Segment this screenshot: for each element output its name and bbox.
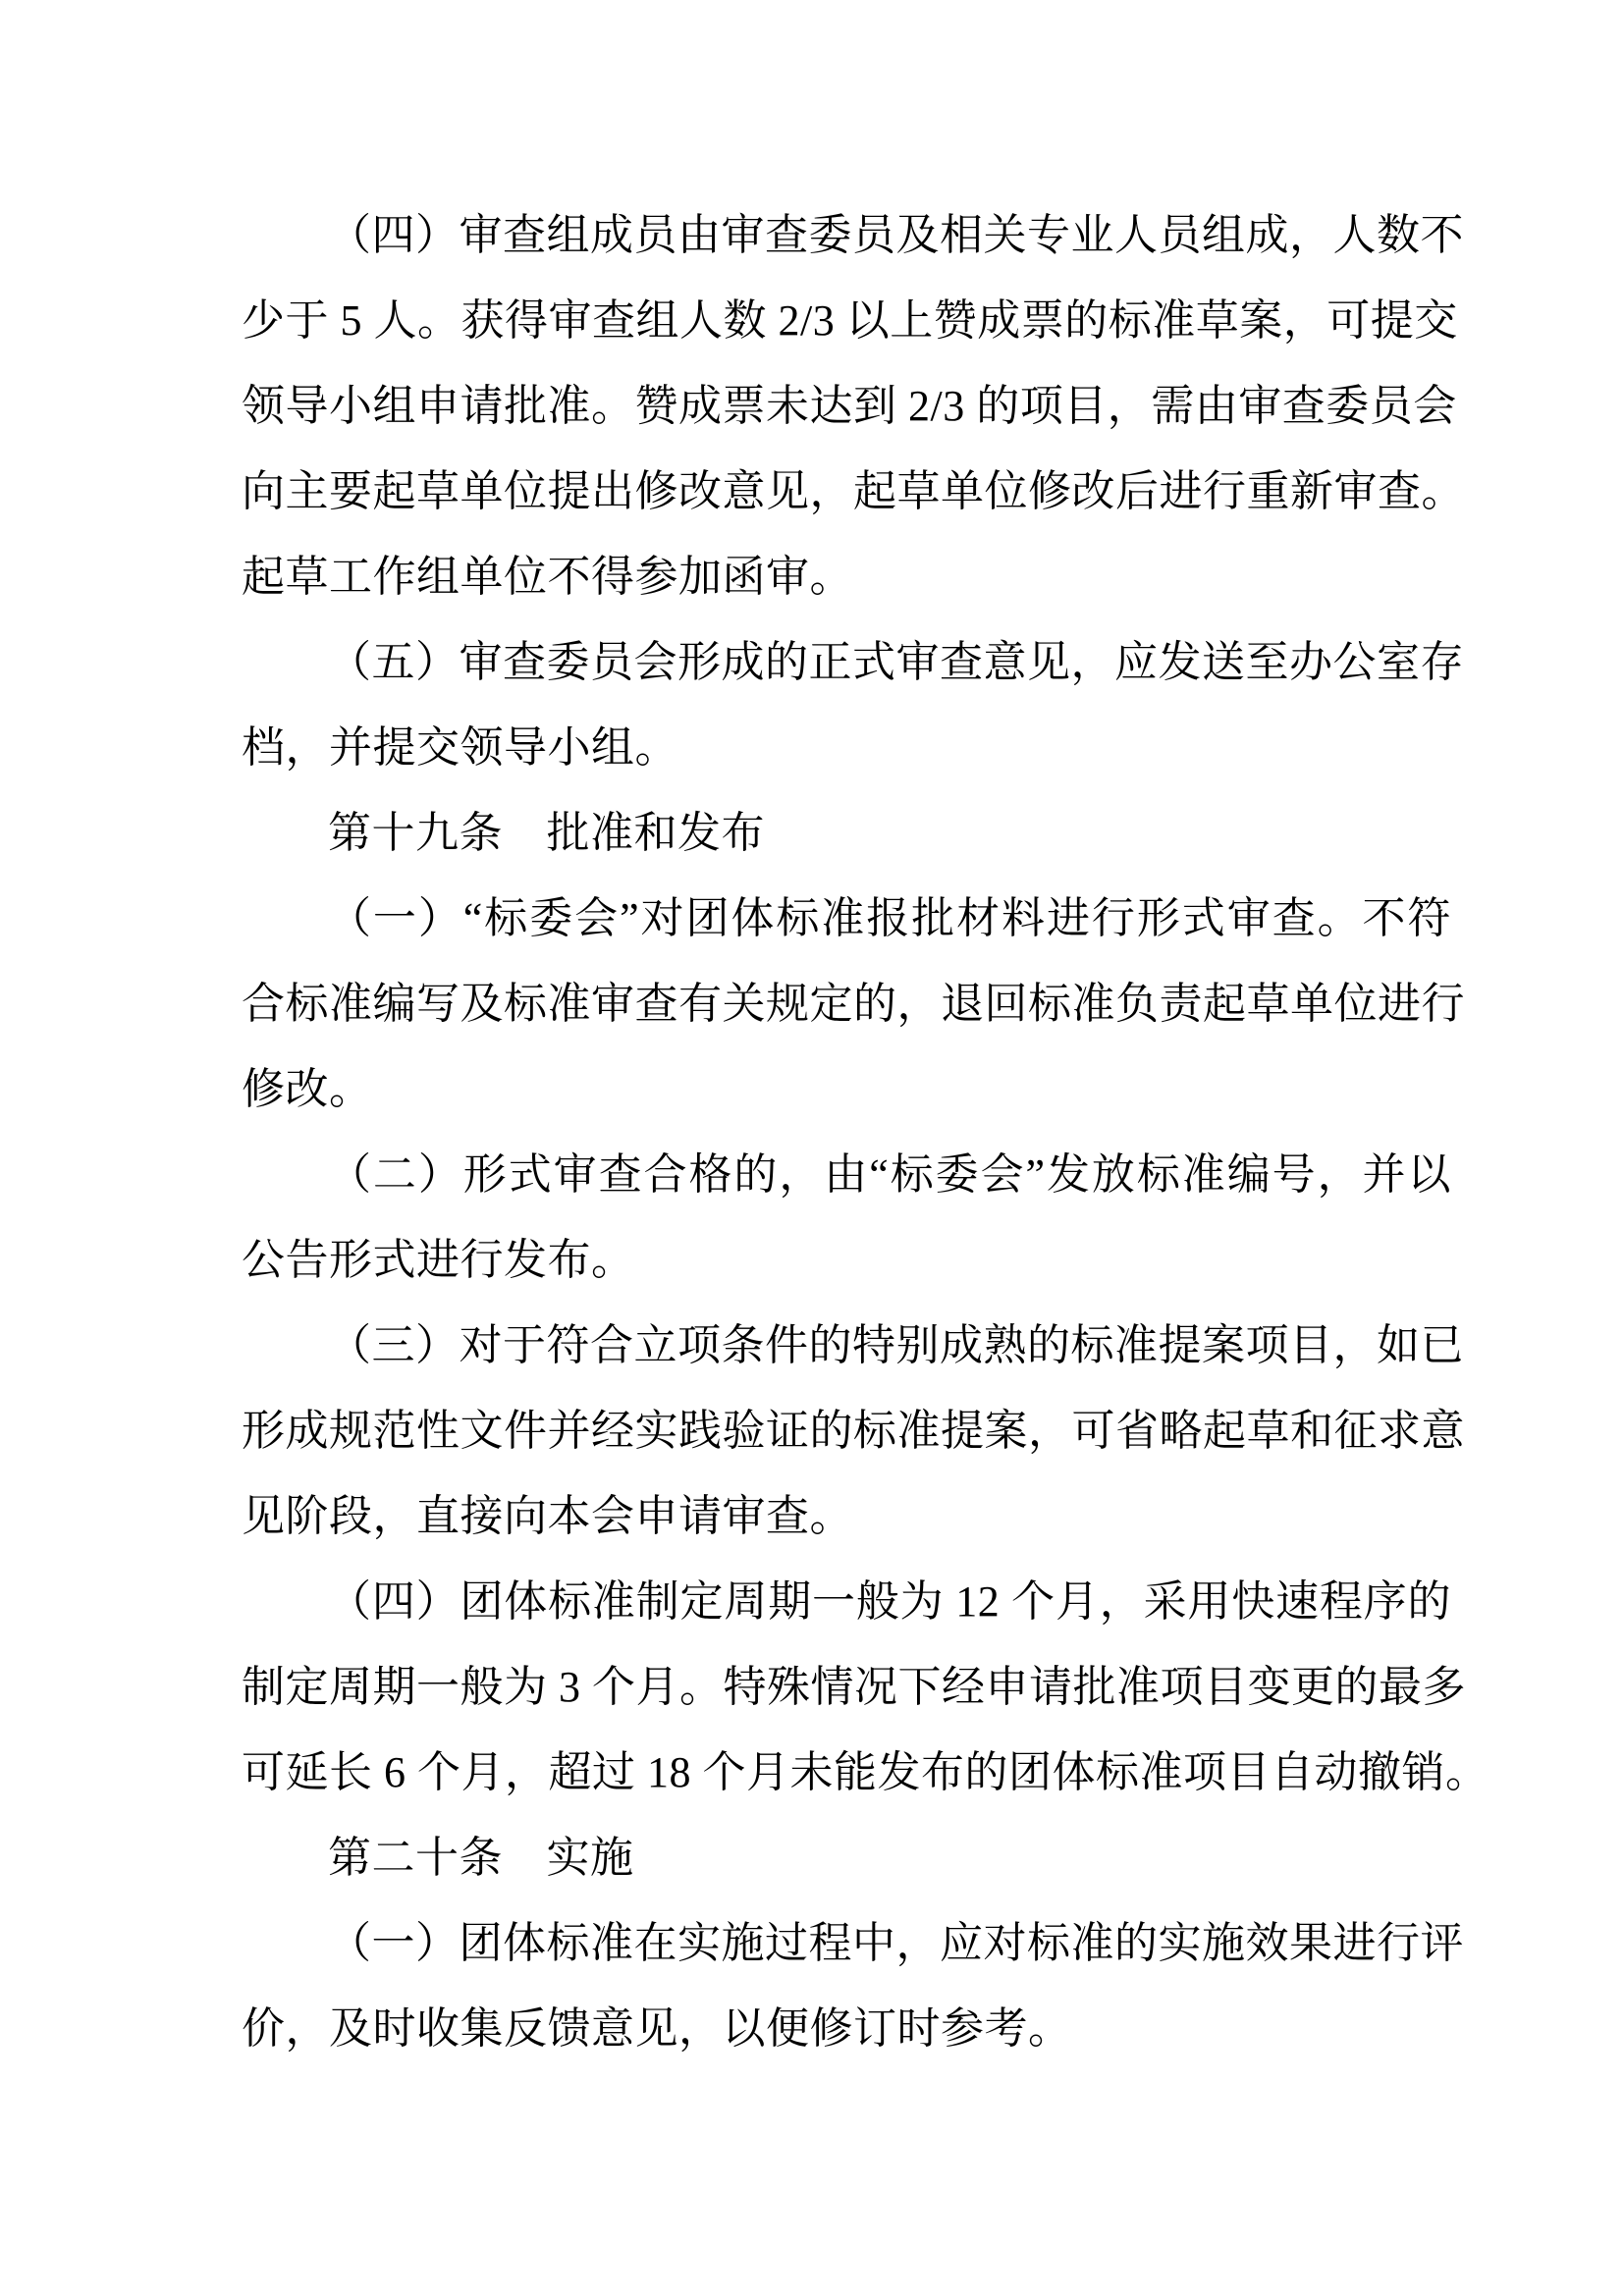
paragraph [242, 1559, 1489, 1815]
text-line: 领导小组申请批准。赞成票未达到 2/3 的项目，需由审查委员会 [242, 382, 1457, 430]
text-line: 见阶段，直接向本会申请审查。 [242, 1492, 853, 1540]
paragraph [242, 192, 1465, 619]
text-line: 制定周期一般为 3 个月。特殊情况下经申请批准项目变更的最多 [242, 1663, 1466, 1711]
text-line: （五）审查委员会形成的正式审查意见，应发送至办公室存 [328, 638, 1464, 686]
text-line: 价，及时收集反馈意见，以便修订时参考。 [242, 2004, 1072, 2053]
text-line: 形成规范性文件并经实践验证的标准提案，可省略起草和征求意 [242, 1407, 1465, 1455]
paragraph [242, 619, 1464, 790]
text-line: （四）审查组成员由审查委员及相关专业人员组成，人数不 [328, 211, 1464, 259]
text-line: 少于 5 人。获得审查组人数 2/3 以上赞成票的标准草案，可提交 [242, 296, 1458, 345]
text-line: 修改。 [242, 1065, 373, 1113]
text-line: （四）团体标准制定周期一般为 12 个月，采用快速程序的 [328, 1577, 1451, 1626]
text-line: （二）形式审查合格的，由“标委会”发放标准编号，并以 [328, 1150, 1451, 1199]
text-line: 可延长 6 个月，超过 18 个月未能发布的团体标准项目自动撤销。 [242, 1748, 1489, 1796]
section-heading-block [242, 1815, 1451, 1900]
text-line: 起草工作组单位不得参加函审。 [242, 553, 853, 601]
section-heading: 第十九条 批准和发布 [328, 809, 765, 857]
section-heading-block [242, 790, 1451, 876]
text-line: （一）“标委会”对团体标准报批材料进行形式审查。不符 [328, 894, 1451, 942]
text-line: （三）对于符合立项条件的特别成熟的标准提案项目，如已 [328, 1321, 1464, 1369]
text-line: 公告形式进行发布。 [242, 1236, 635, 1284]
paragraph [242, 1132, 1451, 1303]
paragraph [242, 876, 1465, 1132]
text-line: 合标准编写及标准审查有关规定的，退回标准负责起草单位进行 [242, 980, 1465, 1028]
text-line: 向主要起草单位提出修改意见，起草单位修改后进行重新审查。 [242, 467, 1465, 515]
text-line: （一）团体标准在实施过程中，应对标准的实施效果进行评 [328, 1919, 1464, 1967]
text-line: 档，并提交领导小组。 [242, 723, 678, 772]
paragraph [242, 1900, 1464, 2071]
section-heading: 第二十条 实施 [328, 1834, 634, 1882]
paragraph [242, 1303, 1465, 1559]
document-text [242, 192, 1489, 2071]
